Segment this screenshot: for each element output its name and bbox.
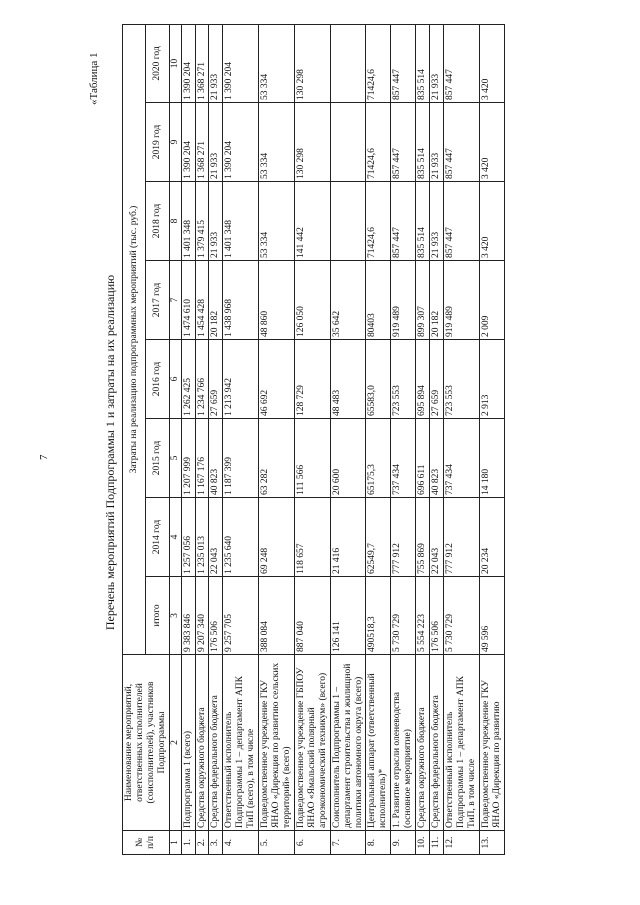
row-value: 21 933 — [430, 182, 444, 261]
row-name: Соисполнитель Подпрограммы 1 – департамент строительства и жилищной политики автономного округа (всего) — [330, 655, 366, 831]
row-value: 118 657 — [294, 498, 330, 577]
table-row — [391, 24, 416, 854]
row-value: 857 447 — [443, 182, 479, 261]
row-value: 9 207 340 — [195, 577, 209, 655]
colnum: 10 — [169, 24, 181, 102]
row-name: Центральный аппарат (ответственный исполнитель)* — [366, 655, 391, 831]
row-value: 1 262 425 — [181, 340, 195, 419]
colnum: 8 — [169, 182, 181, 261]
row-value: 1 235 013 — [195, 498, 209, 577]
row-value: 176 506 — [430, 577, 444, 655]
table-title: Перечень мероприятий Подпрограммы 1 и затраты на их реализацию — [103, 274, 117, 631]
table-row — [366, 24, 391, 854]
row-value: 1 401 348 — [181, 182, 195, 261]
row-value: 857 447 — [391, 24, 416, 102]
colnum: 5 — [169, 419, 181, 498]
row-value: 14 180 — [479, 419, 504, 498]
row-name: Подпрограмма 1 (всего) — [181, 655, 195, 831]
row-value: 723 553 — [443, 340, 479, 419]
row-number: 3. — [209, 831, 223, 855]
row-value: 40 823 — [209, 419, 223, 498]
row-value: 71424,6 — [366, 24, 391, 102]
row-value: 80403 — [366, 261, 391, 340]
row-value: 27 659 — [430, 340, 444, 419]
row-value — [330, 24, 366, 102]
row-value: 857 447 — [443, 24, 479, 102]
row-value: 1 368 271 — [195, 103, 209, 182]
row-value: 65583,0 — [366, 340, 391, 419]
row-number: 10. — [416, 831, 430, 855]
row-value: 126 050 — [294, 261, 330, 340]
row-value: 9 257 705 — [223, 577, 259, 655]
row-value: 857 447 — [443, 103, 479, 182]
row-value: 388 084 — [259, 577, 295, 655]
header-total: итого — [146, 577, 169, 655]
row-value: 1 390 204 — [181, 103, 195, 182]
row-number: 1. — [181, 831, 195, 855]
row-value: 835 514 — [416, 24, 430, 102]
row-value: 62549,7 — [366, 498, 391, 577]
row-name: Средства окружного бюджета — [416, 655, 430, 831]
row-value: 1 368 271 — [195, 24, 209, 102]
row-number: 4. — [223, 831, 259, 855]
row-value: 755 869 — [416, 498, 430, 577]
row-name: Ответственный исполнитель Подпрограммы 1 – департамент АПК ТиП, в том числе — [443, 655, 479, 831]
row-value: 1 401 348 — [223, 182, 259, 261]
header-num: № п/п — [123, 831, 170, 855]
row-value: 71424,6 — [366, 182, 391, 261]
row-value: 21 933 — [209, 24, 223, 102]
header-2020: 2020 год — [146, 24, 169, 102]
row-value: 919 489 — [443, 261, 479, 340]
row-value: 3 420 — [479, 182, 504, 261]
table-row — [416, 24, 430, 854]
row-number: 6. — [294, 831, 330, 855]
row-value: 130 298 — [294, 24, 330, 102]
row-value: 35 642 — [330, 261, 366, 340]
row-value: 737 434 — [391, 419, 416, 498]
colnum: 3 — [169, 577, 181, 655]
header-row-1 — [123, 24, 146, 854]
row-value: 737 434 — [443, 419, 479, 498]
row-value: 887 040 — [294, 577, 330, 655]
measures-table — [122, 24, 505, 855]
row-value: 27 659 — [209, 340, 223, 419]
row-value: 695 894 — [416, 340, 430, 419]
row-number: 8. — [366, 831, 391, 855]
row-value: 22 043 — [209, 498, 223, 577]
table-label: «Таблица 1 — [88, 52, 100, 105]
table-row — [479, 24, 504, 854]
row-value: 1 454 428 — [195, 261, 209, 340]
row-value: 696 611 — [416, 419, 430, 498]
row-value: 20 182 — [430, 261, 444, 340]
table-row — [443, 24, 479, 854]
row-value: 3 420 — [479, 103, 504, 182]
colnum: 6 — [169, 340, 181, 419]
row-value: 5 730 729 — [391, 577, 416, 655]
row-value: 5 554 223 — [416, 577, 430, 655]
row-value: 835 514 — [416, 182, 430, 261]
row-value: 126 141 — [330, 577, 366, 655]
row-value: 49 596 — [479, 577, 504, 655]
row-value: 5 730 729 — [443, 577, 479, 655]
row-value: 48 860 — [259, 261, 295, 340]
row-value: 1 207 999 — [181, 419, 195, 498]
row-name: Подведомственное учреждение ГКУ ЯНАО «Дирекция по развитию — [479, 655, 504, 831]
row-value: 1 390 204 — [181, 24, 195, 102]
header-2015: 2015 год — [146, 419, 169, 498]
table-row — [430, 24, 444, 854]
row-number: 2. — [195, 831, 209, 855]
row-number: 12. — [443, 831, 479, 855]
row-value: 1 379 415 — [195, 182, 209, 261]
row-value: 1 390 204 — [223, 103, 259, 182]
row-value: 1 438 968 — [223, 261, 259, 340]
row-value: 777 912 — [443, 498, 479, 577]
row-value: 21 933 — [209, 103, 223, 182]
header-costs-group: Затраты на реализацию подпрограммных мероприятий (тыс. руб.) — [123, 24, 146, 654]
table-row — [209, 24, 223, 854]
row-value: 71424,6 — [366, 103, 391, 182]
row-value: 20 182 — [209, 261, 223, 340]
row-number: 13. — [479, 831, 504, 855]
row-name: Подведомственное учреждение ГКУ ЯНАО «Дирекция по развитию сельских территорий» (всего) — [259, 655, 295, 831]
colnum: 2 — [169, 655, 181, 831]
row-value: 141 442 — [294, 182, 330, 261]
page-number: 7 — [38, 454, 50, 460]
header-2014: 2014 год — [146, 498, 169, 577]
row-value: 128 729 — [294, 340, 330, 419]
colnum: 7 — [169, 261, 181, 340]
colnum: 4 — [169, 498, 181, 577]
row-value: 21 416 — [330, 498, 366, 577]
row-value: 53 334 — [259, 182, 295, 261]
row-value: 53 334 — [259, 103, 295, 182]
row-value: 1 213 942 — [223, 340, 259, 419]
row-number: 7. — [330, 831, 366, 855]
row-value: 69 248 — [259, 498, 295, 577]
row-value: 723 553 — [391, 340, 416, 419]
row-value: 899 307 — [416, 261, 430, 340]
row-value: 3 420 — [479, 24, 504, 102]
row-value: 111 566 — [294, 419, 330, 498]
row-value: 2 009 — [479, 261, 504, 340]
table-body — [181, 24, 504, 854]
header-2019: 2019 год — [146, 103, 169, 182]
header-2016: 2016 год — [146, 340, 169, 419]
row-value: 1 235 640 — [223, 498, 259, 577]
table-row — [195, 24, 209, 854]
row-value: 53 334 — [259, 24, 295, 102]
row-value: 2 913 — [479, 340, 504, 419]
row-value: 130 298 — [294, 103, 330, 182]
row-value: 20 234 — [479, 498, 504, 577]
row-name: Средства федерального бюджета — [430, 655, 444, 831]
row-value: 1 257 056 — [181, 498, 195, 577]
table-row — [181, 24, 195, 854]
row-number: 9. — [391, 831, 416, 855]
row-value: 176 506 — [209, 577, 223, 655]
row-name: Средства федерального бюджета — [209, 655, 223, 831]
colnum: 1 — [169, 831, 181, 855]
table-row — [330, 24, 366, 854]
row-value: 21 933 — [430, 24, 444, 102]
row-value: 63 282 — [259, 419, 295, 498]
table-row — [223, 24, 259, 854]
row-value: 1 474 610 — [181, 261, 195, 340]
row-value — [330, 182, 366, 261]
row-name: Средства окружного бюджета — [195, 655, 209, 831]
row-number: 11. — [430, 831, 444, 855]
row-value: 21 933 — [209, 182, 223, 261]
header-2018: 2018 год — [146, 182, 169, 261]
row-value: 1 234 766 — [195, 340, 209, 419]
row-value: 1 187 399 — [223, 419, 259, 498]
row-value: 40 823 — [430, 419, 444, 498]
row-value: 1 167 176 — [195, 419, 209, 498]
row-value: 857 447 — [391, 103, 416, 182]
row-value: 21 933 — [430, 103, 444, 182]
column-number-row — [169, 24, 181, 854]
row-value: 490518,3 — [366, 577, 391, 655]
row-value: 48 483 — [330, 340, 366, 419]
row-value: 65175,3 — [366, 419, 391, 498]
row-number: 5. — [259, 831, 295, 855]
row-name: Подведомственное учреждение ГБПОУ ЯНАО «Ямальский полярный агроэкономический техникум» (всего) — [294, 655, 330, 831]
row-value: 9 383 846 — [181, 577, 195, 655]
row-value: 835 514 — [416, 103, 430, 182]
row-value: 777 912 — [391, 498, 416, 577]
row-value: 1 390 204 — [223, 24, 259, 102]
table-row — [259, 24, 295, 854]
row-value — [330, 103, 366, 182]
header-name: Наименование мероприятий, ответственных исполнителей (соисполнителей), участников Подпрограммы — [123, 655, 170, 831]
row-value: 857 447 — [391, 182, 416, 261]
row-name: 1. Развитие отрасли оленеводства (основное мероприятие) — [391, 655, 416, 831]
table-row — [294, 24, 330, 854]
row-value: 919 489 — [391, 261, 416, 340]
row-value: 46 692 — [259, 340, 295, 419]
row-value: 20 600 — [330, 419, 366, 498]
header-2017: 2017 год — [146, 261, 169, 340]
colnum: 9 — [169, 103, 181, 182]
row-value: 22 043 — [430, 498, 444, 577]
row-name: Ответственный исполнитель Подпрограммы 1 – департамент АПК ТиП (всего), в том числе — [223, 655, 259, 831]
